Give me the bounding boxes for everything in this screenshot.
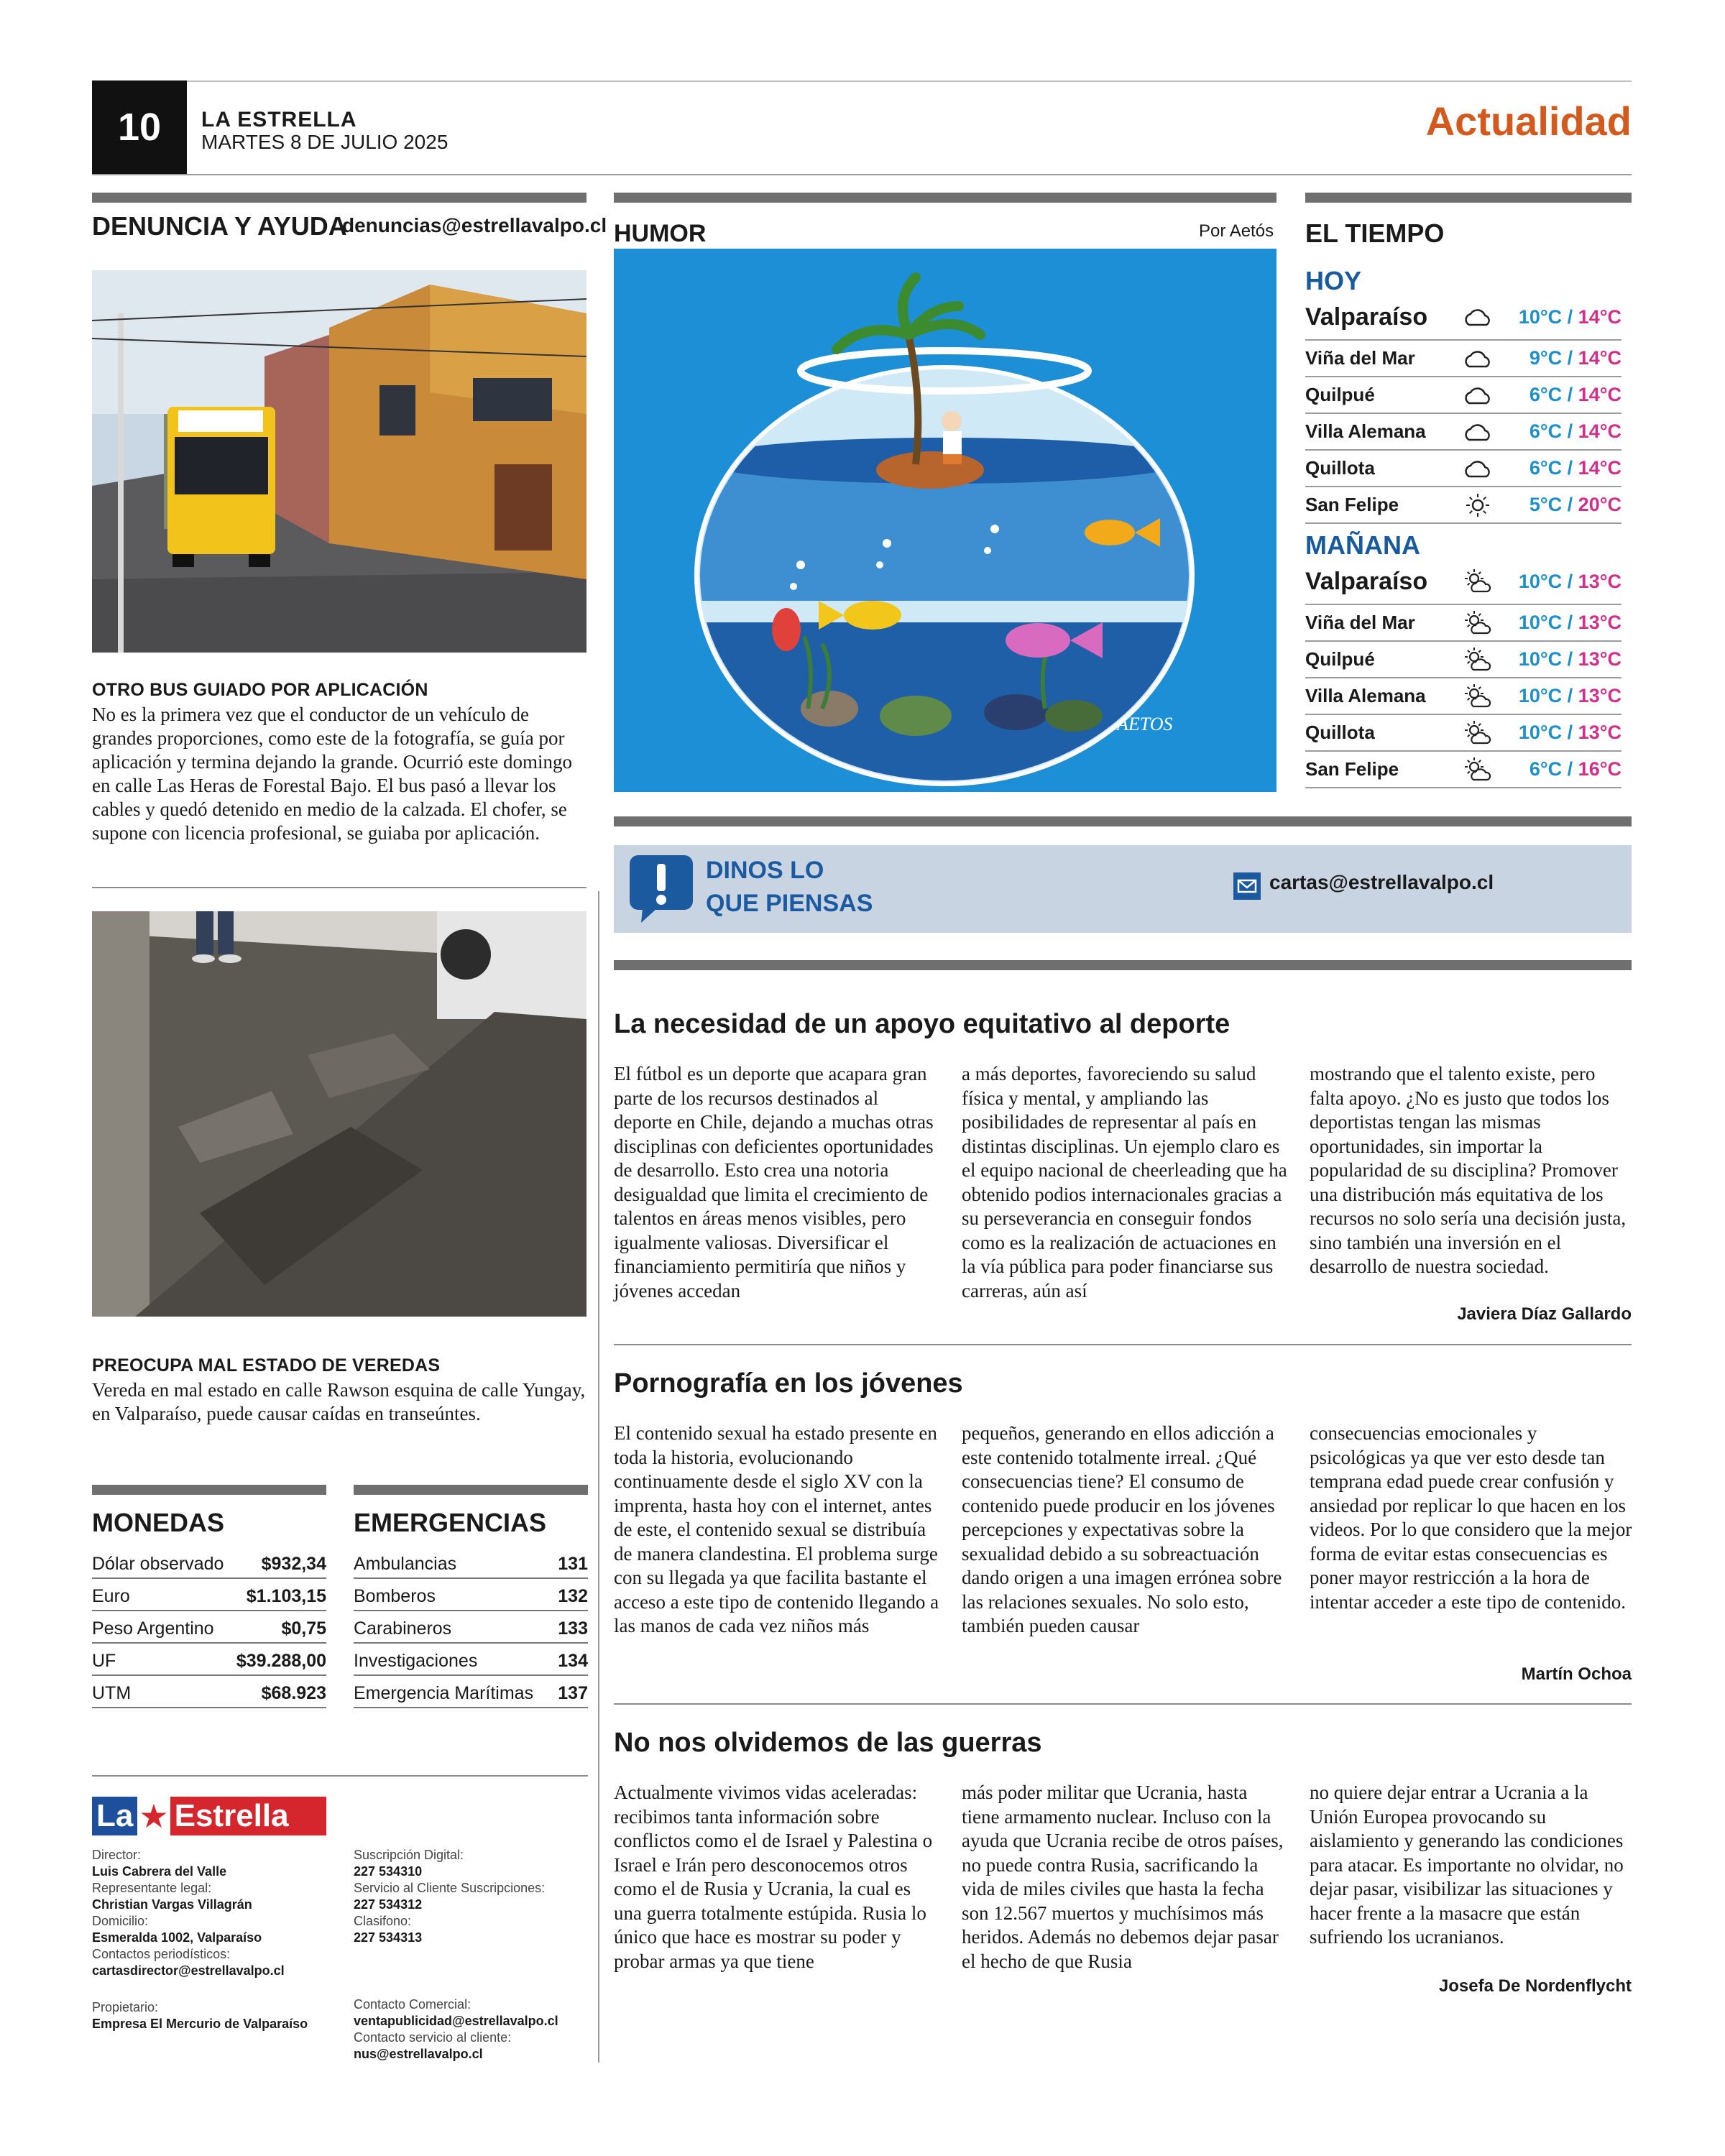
weather-city: San Felipe [1305,494,1399,515]
logo-right-text: Estrella [170,1797,326,1835]
weather-temp [1499,722,1622,744]
cloud-icon [1456,305,1499,329]
banner-text [706,854,873,920]
weather-row [1305,605,1622,642]
letter-column: no quiere dejar entrar a Ucrania a la Unión Europea provocando su aislamiento y generando las condiciones para atacar. Es importante no olvidar, no dejar pasar, visibilizar las situaciones y hacer frente a la masacre que están sufriendo los ucranianos. [1310,1782,1624,1948]
temp-min: 10°C [1518,570,1563,592]
partly-sunny-icon [1456,720,1499,746]
letter-column: El contenido sexual ha estado presente en toda la historia, evolucionando continuamente desde el siglo XV con la imprenta, hasta hoy con el internet, antes de este, el contenido sexual se distribuía de manera clandestina. El problema surge con su llegada ya que facilita bastante el acceso a este tipo de contenido llegando a las manos de cada vez niños más [614,1422,939,1636]
temp-separator: / [1562,722,1578,743]
temp-separator: / [1562,420,1578,442]
weather-temp [1499,347,1622,369]
temp-min: 5°C [1529,494,1563,515]
table-row [354,1547,588,1579]
owner-value: Empresa El Mercurio de Valparaíso [92,2017,308,2031]
banner-email[interactable]: cartas@estrellavalpo.cl [1269,871,1494,893]
table-row [92,1579,326,1611]
edition-date: MARTES 8 DE JULIO 2025 [201,131,448,153]
caption-text-bus: No es la primera vez que el conductor de un vehículo de grandes proporciones, como este de la fotografía, se guía por aplicación y termina dejando la grande. Ocurrió este domingo en calle Las Heras de Forestal Bajo. El bus pasó a llevar los cables y quedó detenido en medio de la calzada. El chofer, se supone con licencia profesional, se guiaba por aplicación. [92,704,573,844]
currency-label: UTM [92,1683,132,1703]
denuncia-title: DENUNCIA Y AYUDA [92,211,347,241]
temp-min: 10°C [1518,612,1563,633]
cliente-label: Contacto servicio al cliente: [354,2030,512,2045]
table-row [354,1579,588,1611]
weather-today-table [1305,295,1622,524]
table-row [354,1676,588,1708]
owner-label: Propietario: [92,2000,159,2014]
clasif-label: Clasifono: [354,1914,412,1928]
temp-separator: / [1562,612,1578,633]
column-divider [598,891,599,2063]
temp-max: 14°C [1578,420,1622,442]
caption-title-sidewalk: PREOCUPA MAL ESTADO DE VEREDAS [92,1355,441,1376]
monedas-title: MONEDAS [92,1508,225,1537]
weather-city: Valparaíso [1305,567,1428,595]
temp-min: 10°C [1518,685,1563,706]
divider [92,887,586,888]
sidewalk-photo [92,911,586,1317]
contact-label: Contactos periodísticos: [92,1947,231,1961]
paper-name: LA ESTRELLA [201,108,357,132]
currency-value: $39.288,00 [236,1651,326,1671]
letter-column: consecuencias emocionales y psicológicas ya que ver esto desde tan temprana edad puede crear confusión y ansiedad por replicar lo que hacen en los videos. Por lo que considero que la mejor forma de evitar estas consecuencias es poner mayor restricción a la hora de intentar acceder a este tipo de contenido. [1310,1422,1632,1613]
weather-temp [1499,420,1622,443]
weather-row [1305,559,1622,605]
temp-min: 6°C [1529,384,1563,405]
temp-max: 14°C [1578,305,1622,328]
weather-today-label: HOY [1305,266,1362,295]
cloud-icon [1456,420,1499,444]
weather-tomorrow-table [1305,559,1622,788]
letter-column: mostrando que el talento existe, pero falta apoyo. ¿No es justo que todos los deportistas tengan las mismas oportunidades, sin importar la popularidad de su disciplina? Promover una distribución más equitativa de los recursos no solo sería una decisión justa, sino también una inversión en el desarrollo de nuestra sociedad. [1310,1063,1627,1277]
divider [92,1775,588,1777]
weather-city: Quillota [1305,457,1375,479]
director-name: Luis Cabrera del Valle [92,1864,227,1879]
temp-min: 10°C [1518,305,1563,328]
clasif-phone: 227 534313 [354,1930,423,1945]
weather-row [1305,341,1622,377]
weather-row [1305,715,1622,752]
comercial-email[interactable]: ventapublicidad@estrellavalpo.cl [354,2014,558,2028]
weather-city: Quillota [1305,722,1375,743]
service-label: Servicio al Cliente Suscripciones: [354,1881,546,1895]
letter-column: Actualmente vivimos vidas aceleradas: recibimos tanta información sobre conflictos como el de Israel y Palestina o Israel e Irán pero desconocemos otros como el de Rusia y Ucrania, la cual es una guerra totalmente estúpida. Rusia lo único que hace es mostrar su poder y probar armas ya que tiene [614,1782,933,1972]
temp-max: 14°C [1578,384,1622,405]
table-row [354,1644,588,1676]
letter-column: a más deportes, favoreciendo su salud física y mental, y ampliando las posibilidades de representar al país en distintas disciplinas. Un ejemplo claro es el equipo nacional de cheerleading que ha obtenido podios internacionales gracias a su perseverancia en conseguir fondos como es la realización de actuaciones en la vía pública para poder financiarse sus carreras, aún así [962,1063,1287,1302]
credits-left [92,1847,329,2032]
service-label: Bomberos [354,1586,436,1606]
weather-row [1305,752,1622,788]
la-estrella-logo [92,1797,326,1835]
phone-number[interactable]: 137 [558,1683,588,1703]
temp-max: 20°C [1578,494,1622,515]
temp-max: 13°C [1578,612,1622,633]
letter-title: No nos olvidemos de las guerras [614,1728,1042,1758]
letter-column: más poder militar que Ucrania, hasta tiene armamento nuclear. Incluso con la ayuda que Ucrania recibe de otros países, no puede contra Rusia, sacrificando la vida de miles civiles que hasta la fecha son 12.567 muertos y muchísimos más heridos. Además no debemos dejar pasar el hecho de que Rusia [962,1782,1284,1972]
temp-min: 6°C [1529,758,1563,780]
service-label: Emergencia Marítimas [354,1683,534,1703]
temp-separator: / [1562,347,1578,369]
letter-author: Josefa De Nordenflycht [1438,1976,1632,1996]
weather-title: EL TIEMPO [1305,218,1445,248]
weather-temp [1499,384,1622,406]
table-row [92,1676,326,1708]
weather-row [1305,487,1622,524]
monedas-bar [92,1485,326,1495]
weather-temp [1499,758,1622,780]
weather-city: Quilpué [1305,384,1375,405]
service-label: Carabineros [354,1618,452,1639]
temp-min: 6°C [1529,457,1563,479]
temp-max: 13°C [1578,648,1622,670]
phone-number[interactable]: 131 [558,1554,588,1574]
section-title: Actualidad [1425,98,1632,144]
service-label: Investigaciones [354,1651,478,1671]
letter-author: Javiera Díaz Gallardo [1457,1304,1632,1324]
mail-icon [1233,872,1261,900]
temp-max: 13°C [1578,570,1622,592]
denuncia-email[interactable]: denuncias@estrellavalpo.cl [342,214,607,236]
partly-sunny-icon [1456,757,1499,783]
currency-value: $68.923 [261,1683,326,1703]
monedas-table [92,1547,326,1708]
divider [614,1703,1632,1705]
partly-sunny-icon [1456,683,1499,709]
weather-temp [1499,612,1622,634]
banner-line2: QUE PIENSAS [706,890,873,917]
weather-temp [1499,457,1622,479]
humor-title: HUMOR [614,220,707,247]
temp-max: 14°C [1578,457,1622,479]
cloud-icon [1456,383,1499,407]
director-label: Director: [92,1848,142,1862]
weather-city: Villa Alemana [1305,685,1426,706]
caption-text-sidewalk: Vereda en mal estado en calle Rawson esquina de calle Yungay, en Valparaíso, puede causar caídas en transeúntes. [92,1379,586,1424]
temp-separator: / [1562,570,1578,592]
temp-max: 14°C [1578,347,1622,369]
temp-separator: / [1562,384,1578,405]
phone-number[interactable]: 134 [558,1651,588,1671]
temp-separator: / [1562,494,1578,515]
emergencias-table [354,1547,588,1708]
table-row [92,1611,326,1644]
weather-bar [1305,193,1632,203]
rep-name: Christian Vargas Villagrán [92,1897,252,1912]
exclamation-icon [627,852,696,924]
cliente-email[interactable]: nus@estrellavalpo.cl [354,2047,483,2061]
humor-bar [614,193,1276,203]
temp-max: 13°C [1578,722,1622,743]
bus-photo [92,270,586,653]
sun-icon [1456,493,1499,517]
weather-row [1305,451,1622,487]
divider [614,1344,1632,1345]
weather-city: Viña del Mar [1305,347,1415,369]
contact-email[interactable]: cartasdirector@estrellavalpo.cl [92,1963,285,1978]
sub-phone: 227 534310 [354,1864,423,1879]
weather-row [1305,295,1622,341]
phone-number[interactable]: 133 [558,1618,588,1639]
weather-tomorrow-label: MAÑANA [1305,530,1420,560]
banner-line1: DINOS LO [706,857,824,884]
dom-label: Domicilio: [92,1914,149,1928]
weather-row [1305,414,1622,451]
header-rule [92,174,1632,175]
service-phone: 227 534312 [354,1897,423,1912]
banner-top-bar [614,816,1632,826]
weather-temp [1499,571,1622,593]
temp-separator: / [1562,457,1578,479]
letter-title: La necesidad de un apoyo equitativo al deporte [614,1009,1230,1039]
service-label: Ambulancias [354,1554,457,1574]
currency-label: Dólar observado [92,1554,224,1574]
humor-author: Por Aetós [1199,221,1274,241]
weather-city: Villa Alemana [1305,420,1426,442]
weather-city: Viña del Mar [1305,612,1415,633]
currency-label: Euro [92,1586,130,1606]
logo-left-text: La [92,1797,137,1835]
currency-value: $1.103,15 [246,1586,326,1606]
letter-column: pequeños, generando en ellos adicción a este contenido totalmente irreal. ¿Qué consecuencias tiene? El consumo de contenido puede producir en los jóvenes percepciones y expectativas sobre la sexualidad debido a su sobreactuación dando origen a una imagen errónea sobre las relaciones sexuales. No solo esto, también pueden causar [962,1422,1282,1636]
partly-sunny-icon [1456,610,1499,636]
table-row [354,1611,588,1644]
temp-min: 10°C [1518,722,1563,743]
partly-sunny-icon [1456,568,1499,594]
table-row [92,1644,326,1676]
weather-row [1305,377,1622,414]
partly-sunny-icon [1456,647,1499,673]
letter-title: Pornografía en los jóvenes [614,1368,963,1399]
cloud-icon [1456,346,1499,371]
sub-label: Suscripción Digital: [354,1848,464,1862]
page-number: 10 [92,80,187,174]
weather-row [1305,642,1622,678]
weather-city: Quilpué [1305,648,1375,670]
weather-row [1305,678,1622,715]
weather-temp [1499,648,1622,671]
letter-column: El fútbol es un deporte que acapara gran parte de los recursos destinados al deporte en Chile, dejando a muchas otras disciplinas con deficientes oportunidades de desarrollo. Esto crea una notoria desigualdad que limita el crecimiento de talentos en áreas menos visibles, pero igualmente valiosas. Diversificar el financiamiento permitiría que niños y jóvenes accedan [614,1063,934,1302]
weather-temp [1499,494,1622,516]
letter-author: Martín Ochoa [1521,1664,1632,1684]
dom-value: Esmeralda 1002, Valparaíso [92,1930,262,1945]
temp-min: 6°C [1529,420,1563,442]
emergencias-title: EMERGENCIAS [354,1508,547,1537]
credits-right [354,1847,591,2063]
top-rule [92,80,1632,82]
weather-city: San Felipe [1305,758,1399,780]
section-bar [92,193,586,203]
phone-number[interactable]: 132 [558,1586,588,1606]
humor-cartoon [614,249,1276,792]
rep-label: Representante legal: [92,1881,212,1895]
star-icon: ★ [139,1797,169,1835]
temp-min: 10°C [1518,648,1563,670]
temp-separator: / [1562,648,1578,670]
caption-title-bus: OTRO BUS GUIADO POR APLICACIÓN [92,680,428,700]
cartoon-signature: AETOS [1117,714,1173,734]
comercial-label: Contacto Comercial: [354,1997,472,2012]
currency-label: UF [92,1651,116,1671]
temp-separator: / [1562,758,1578,780]
temp-separator: / [1562,685,1578,706]
currency-value: $0,75 [281,1618,326,1639]
emergencias-bar [354,1485,588,1495]
cloud-icon [1456,456,1499,481]
weather-city: Valparaíso [1305,303,1428,331]
weather-temp [1499,685,1622,707]
weather-temp [1499,306,1622,328]
currency-label: Peso Argentino [92,1618,214,1639]
temp-max: 16°C [1578,758,1622,780]
temp-min: 9°C [1529,347,1563,369]
currency-value: $932,34 [261,1554,326,1574]
table-row [92,1547,326,1579]
temp-separator: / [1562,305,1578,328]
banner-bottom-bar [614,960,1632,970]
temp-max: 13°C [1578,685,1622,706]
